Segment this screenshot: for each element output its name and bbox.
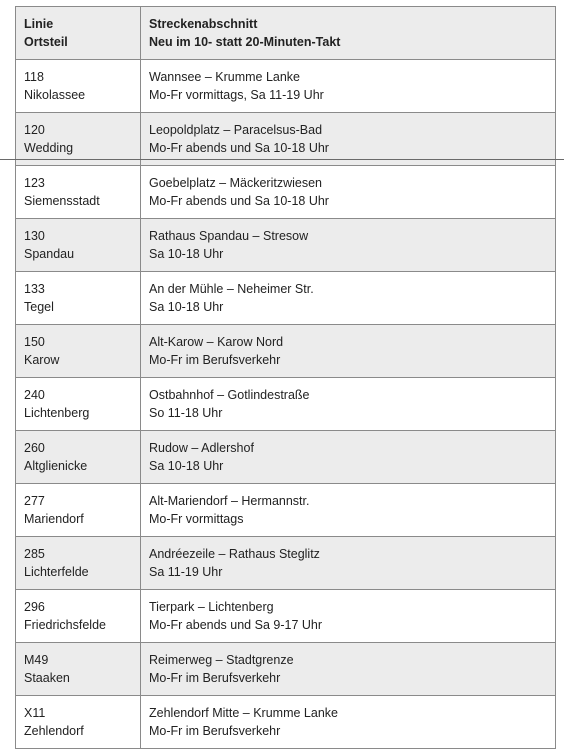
district-name: Altglienicke [24, 459, 88, 473]
line-district-cell [16, 696, 141, 749]
route-segment: Ostbahnhof – Gotlindestraße [149, 388, 310, 402]
route-times-cell [141, 431, 556, 484]
header-district-label: Ortsteil [24, 35, 68, 49]
table-row [16, 219, 556, 272]
line-number: 130 [24, 229, 45, 243]
line-district-cell [16, 166, 141, 219]
header-line-label: Linie [24, 17, 54, 31]
line-district-cell [16, 590, 141, 643]
line-district-cell [16, 431, 141, 484]
service-times: So 11-18 Uhr [149, 406, 223, 420]
route-times-cell [141, 537, 556, 590]
service-times: Mo-Fr abends und Sa 10-18 Uhr [149, 141, 329, 155]
line-number: X11 [24, 706, 46, 720]
route-times-cell [141, 325, 556, 378]
route-segment: Rudow – Adlershof [149, 441, 254, 455]
table-row [16, 590, 556, 643]
route-times-cell [141, 378, 556, 431]
service-times: Sa 10-18 Uhr [149, 300, 224, 314]
line-number: 123 [24, 176, 45, 190]
route-times-cell [141, 219, 556, 272]
route-times-cell [141, 696, 556, 749]
table-row [16, 537, 556, 590]
line-number: 120 [24, 123, 45, 137]
line-number: 260 [24, 441, 45, 455]
route-segment: Leopoldplatz – Paracelsus-Bad [149, 123, 323, 137]
line-number: M49 [24, 653, 49, 667]
service-times: Sa 10-18 Uhr [149, 459, 224, 473]
district-name: Spandau [24, 247, 75, 261]
route-times-cell [141, 60, 556, 113]
district-name: Siemensstadt [24, 194, 100, 208]
line-number: 118 [24, 70, 44, 84]
district-name: Mariendorf [24, 512, 84, 526]
route-segment: Alt-Karow – Karow Nord [149, 335, 284, 349]
service-times: Sa 11-19 Uhr [149, 565, 223, 579]
district-name: Friedrichsfelde [24, 618, 106, 632]
table-row [16, 484, 556, 537]
line-number: 285 [24, 547, 45, 561]
line-district-cell [16, 325, 141, 378]
line-number: 240 [24, 388, 45, 402]
line-number: 277 [24, 494, 45, 508]
district-name: Zehlendorf [24, 724, 84, 738]
table-row [16, 696, 556, 749]
district-name: Lichterfelde [24, 565, 89, 579]
route-times-cell [141, 484, 556, 537]
line-number: 296 [24, 600, 45, 614]
route-segment: Andréezeile – Rathaus Steglitz [149, 547, 320, 561]
line-district-cell [16, 219, 141, 272]
header-route-times [141, 7, 556, 60]
table-row [16, 60, 556, 113]
route-times-cell [141, 166, 556, 219]
service-times: Mo-Fr vormittags, Sa 11-19 Uhr [149, 88, 324, 102]
district-name: Karow [24, 353, 60, 367]
route-times-cell [141, 272, 556, 325]
table-row [16, 113, 556, 166]
route-segment: Alt-Mariendorf – Hermannstr. [149, 494, 310, 508]
district-name: Wedding [24, 141, 74, 155]
district-name: Lichtenberg [24, 406, 90, 420]
route-segment: Tierpark – Lichtenberg [149, 600, 274, 614]
route-segment: Rathaus Spandau – Stresow [149, 229, 309, 243]
table-row [16, 643, 556, 696]
route-times-cell [141, 643, 556, 696]
route-segment: Zehlendorf Mitte – Krumme Lanke [149, 706, 338, 720]
district-name: Tegel [24, 300, 54, 314]
table-header-row [16, 7, 556, 60]
route-segment: Goebelplatz – Mäckeritzwiesen [149, 176, 322, 190]
service-times: Mo-Fr abends und Sa 9-17 Uhr [149, 618, 323, 632]
service-times: Mo-Fr im Berufsverkehr [149, 671, 281, 685]
service-times: Mo-Fr im Berufsverkehr [149, 724, 281, 738]
table-row [16, 166, 556, 219]
route-segment: Wannsee – Krumme Lanke [149, 70, 301, 84]
header-times-label: Neu im 10- statt 20-Minuten-Takt [149, 35, 341, 49]
table-row [16, 378, 556, 431]
line-number: 150 [24, 335, 45, 349]
header-line-district [16, 7, 141, 60]
header-route-label: Streckenabschnitt [149, 17, 258, 31]
district-name: Staaken [24, 671, 70, 685]
horizontal-divider-line [0, 159, 564, 160]
line-district-cell [16, 643, 141, 696]
table-row [16, 431, 556, 484]
route-times-cell [141, 113, 556, 166]
line-district-cell [16, 113, 141, 166]
line-district-cell [16, 60, 141, 113]
table-row [16, 325, 556, 378]
route-segment: An der Mühle – Neheimer Str. [149, 282, 314, 296]
line-district-cell [16, 537, 141, 590]
line-district-cell [16, 378, 141, 431]
route-times-cell [141, 590, 556, 643]
line-district-cell [16, 272, 141, 325]
line-number: 133 [24, 282, 45, 296]
service-times: Mo-Fr abends und Sa 10-18 Uhr [149, 194, 329, 208]
bus-line-table [15, 6, 556, 749]
line-district-cell [16, 484, 141, 537]
service-times: Sa 10-18 Uhr [149, 247, 224, 261]
service-times: Mo-Fr vormittags [149, 512, 244, 526]
route-segment: Reimerweg – Stadtgrenze [149, 653, 294, 667]
district-name: Nikolassee [24, 88, 86, 102]
service-times: Mo-Fr im Berufsverkehr [149, 353, 281, 367]
table-row [16, 272, 556, 325]
